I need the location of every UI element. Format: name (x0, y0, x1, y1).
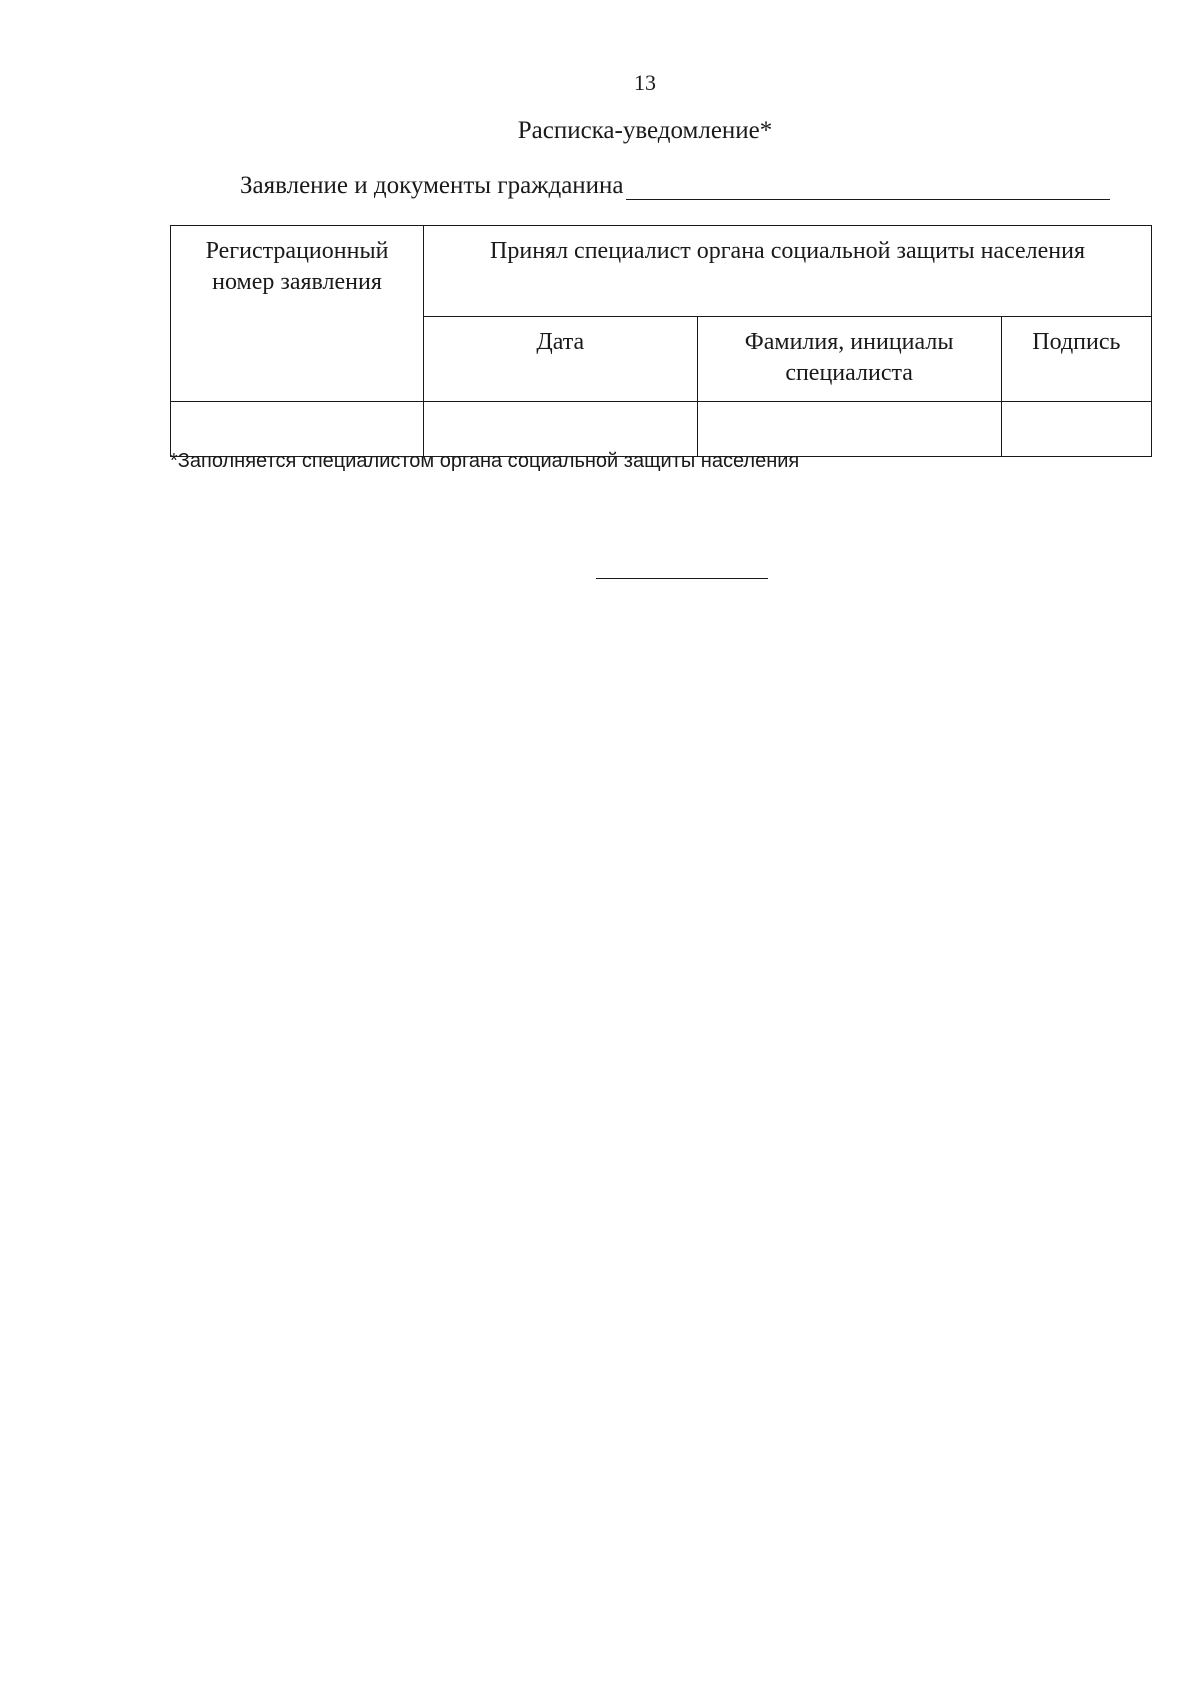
applicant-name-blank[interactable] (626, 173, 1110, 200)
header-date: Дата (424, 317, 697, 402)
end-divider (596, 578, 768, 579)
cell-specialist-name[interactable] (697, 402, 1001, 457)
receipt-table (170, 225, 1152, 457)
cell-registration-number[interactable] (171, 402, 424, 457)
header-accepted-by: Принял специалист органа социальной защиты населения (424, 226, 1152, 317)
applicant-label: Заявление и документы гражданина (240, 172, 624, 199)
header-registration-number: Регистрационный номер заявления (171, 226, 424, 402)
document-title: Расписка-уведомление* (517, 117, 773, 144)
cell-signature[interactable] (1001, 402, 1151, 457)
table-row (171, 402, 1152, 457)
header-signature: Подпись (1001, 317, 1151, 402)
cell-date[interactable] (424, 402, 697, 457)
page-number: 13 (634, 70, 656, 95)
header-specialist-name: Фамилия, инициалы специалиста (697, 317, 1001, 402)
applicant-line (240, 172, 1110, 200)
table-header-row (171, 226, 1152, 317)
footnote: *Заполняется специалистом органа социальной защиты населения (170, 450, 800, 472)
